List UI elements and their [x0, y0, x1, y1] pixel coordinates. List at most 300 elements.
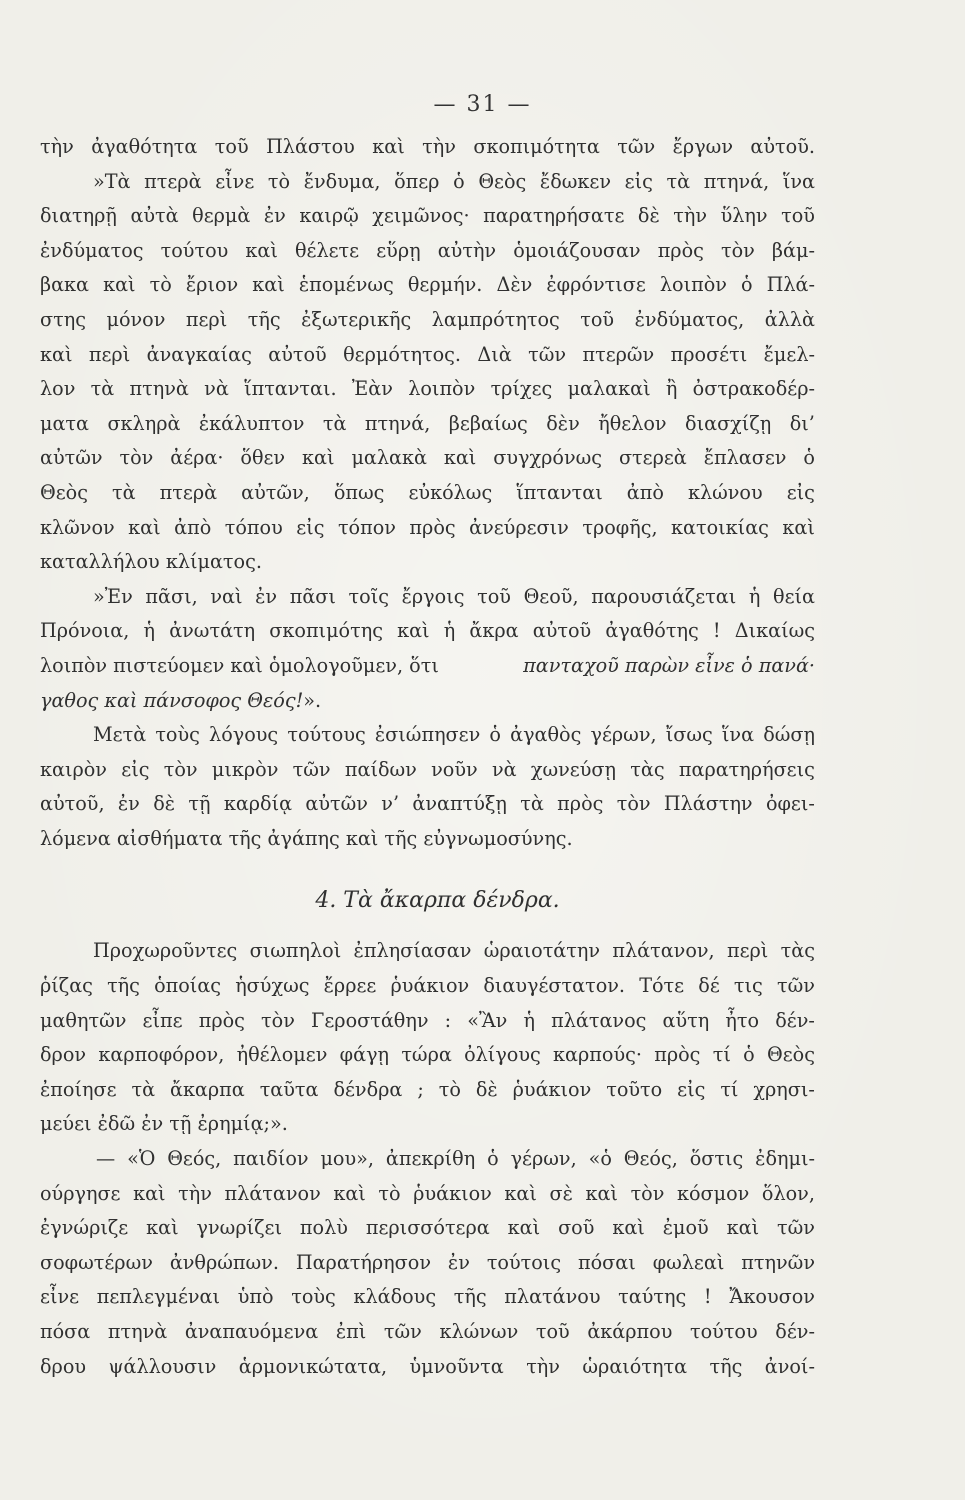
- word: πτερῶν: [582, 342, 655, 366]
- word: »Ἐν: [93, 584, 133, 608]
- word: παιδίον: [233, 1147, 309, 1171]
- word: καὶ: [585, 1181, 618, 1205]
- text-line: [40, 338, 815, 373]
- word: σοῦ: [558, 1216, 595, 1240]
- word: ἀκάρπου: [587, 1320, 673, 1343]
- word: βάμ-: [771, 238, 815, 262]
- text-line: [40, 649, 815, 684]
- word: παρατηρήσατε: [483, 204, 625, 228]
- word: εἶπε: [142, 1008, 183, 1032]
- page-body: [40, 130, 815, 1384]
- word: πρὸς: [557, 792, 604, 816]
- word: Ἄκουσον: [729, 1285, 815, 1309]
- word: ἐπλησίασαν: [353, 939, 472, 963]
- word: διασχίζῃ: [685, 411, 772, 435]
- word: ἁρμονικώτατα,: [238, 1354, 388, 1378]
- word: αὐτοῦ.: [750, 135, 815, 158]
- word: καὶ: [245, 238, 278, 262]
- text-line: [40, 372, 815, 407]
- word: θερμότητος.: [343, 342, 462, 366]
- word: ὁ: [453, 169, 465, 193]
- word: ἡ: [443, 619, 456, 643]
- word: ἀναπτύξῃ: [412, 792, 507, 816]
- text-line: [40, 268, 815, 303]
- word: θερμήν.: [407, 273, 483, 297]
- word: τῆς: [453, 1285, 487, 1309]
- word: ἐδημι-: [755, 1147, 815, 1171]
- word: δέν-: [775, 1008, 815, 1032]
- word: ὁ: [741, 273, 753, 297]
- word: αὐτῶν: [305, 792, 368, 816]
- word: στερεὰ: [618, 446, 687, 470]
- text-line: [40, 1177, 815, 1212]
- word: καιρὸν: [40, 757, 107, 781]
- word: μαθητῶν: [40, 1008, 127, 1032]
- word: κόσμον: [677, 1181, 750, 1205]
- text-line: [40, 407, 815, 442]
- text-line: [40, 580, 815, 615]
- word: σὲ: [549, 1181, 573, 1205]
- word: διατηρῇ: [40, 204, 117, 228]
- word: ἔμελ-: [763, 342, 815, 366]
- word: καὶ: [133, 1181, 166, 1205]
- word: ἐν: [117, 792, 140, 816]
- word: δὲ: [153, 792, 176, 816]
- word: ὅλον,: [761, 1181, 815, 1205]
- word: τί: [720, 1077, 739, 1101]
- word: σκοπιμότης: [269, 619, 383, 643]
- word: ἵπτανται: [516, 480, 603, 504]
- text-line: [40, 1246, 815, 1281]
- word: ὅστις: [689, 1147, 744, 1171]
- text-line: [40, 441, 815, 476]
- word: ἀγαθὸς: [510, 723, 582, 747]
- word: αὐτῶν,: [241, 480, 310, 504]
- word: τῶν: [776, 974, 815, 998]
- word: ὀστρακοδέρ-: [692, 377, 815, 401]
- word: στης: [40, 307, 86, 331]
- word: Θεοῦ,: [523, 584, 579, 608]
- word: δὲν: [546, 411, 580, 435]
- word: τοῦ: [477, 584, 511, 608]
- word: ὅπως: [333, 480, 385, 504]
- text-line: [40, 165, 815, 200]
- word: πεπλεγμέναι: [96, 1285, 221, 1309]
- word: ὀφει-: [765, 792, 815, 816]
- word: ἄκαρπα: [169, 1077, 245, 1101]
- word: τούτοις: [486, 1250, 562, 1274]
- word: Θεὸς: [40, 480, 88, 504]
- word: ἔργων: [672, 135, 733, 158]
- word: νοῦν: [431, 757, 478, 781]
- word: ἔνδυμα,: [303, 169, 381, 193]
- word: γνωρίζει: [196, 1216, 282, 1240]
- word: πρὸς: [657, 238, 704, 262]
- word: ὁ: [489, 723, 501, 747]
- word: αὐτὴν: [437, 238, 497, 262]
- word: συγχρόνως: [493, 446, 603, 470]
- word: πόσα: [40, 1320, 91, 1343]
- word: καὶ: [103, 273, 136, 297]
- word: ὡραιότητα: [582, 1354, 688, 1378]
- word: τόπου: [224, 515, 283, 539]
- word: τῶν: [292, 757, 331, 781]
- word: «ὁ: [588, 1147, 612, 1171]
- word: ὑμνοῦντα: [409, 1354, 504, 1378]
- word: χωνεύσῃ: [530, 757, 616, 781]
- word: θέλετε: [294, 238, 360, 262]
- word: τοῦ: [781, 204, 815, 228]
- word: :: [444, 1008, 452, 1032]
- page-number: — 31 —: [433, 92, 532, 117]
- word: τοῦ: [580, 307, 615, 331]
- word: —: [96, 1147, 116, 1171]
- word: «Ὁ: [127, 1147, 156, 1171]
- word: Τότε: [639, 974, 685, 998]
- word: καὶ: [333, 1181, 366, 1205]
- word: πρὸς: [198, 1008, 245, 1032]
- word: Θεός,: [623, 1147, 678, 1171]
- text-line: [40, 1211, 815, 1246]
- word: δὲ: [637, 204, 660, 228]
- word: πᾶσι: [289, 584, 336, 608]
- word: καὶ: [726, 1216, 760, 1240]
- word: τὸν: [261, 1008, 295, 1032]
- word: ἐξωτερικῆς: [301, 307, 412, 331]
- word: ἐκάλυπτον: [198, 411, 305, 435]
- word: Δικαίως: [734, 619, 815, 643]
- word: αὐτῶν: [40, 446, 103, 470]
- word: ;: [417, 1077, 424, 1101]
- word: !: [703, 1285, 712, 1309]
- word: μόνον: [106, 307, 166, 331]
- word: ν’: [381, 792, 400, 816]
- word: τοὺς: [155, 723, 200, 747]
- word: θερμὰ: [192, 204, 251, 228]
- word: αὐτοῦ,: [40, 792, 105, 816]
- word: καρπούς·: [553, 1043, 642, 1067]
- word: καὶ: [507, 1216, 541, 1240]
- word: τῶν: [528, 342, 567, 366]
- word: εἰς: [786, 480, 815, 504]
- word: πτερὰ: [144, 169, 202, 193]
- word: πτηνά,: [703, 169, 770, 193]
- word: καὶ: [40, 342, 73, 366]
- word: ἀπὸ: [626, 480, 664, 504]
- text-line: [40, 614, 815, 649]
- word: δρον: [40, 1043, 87, 1067]
- word: τῇ: [188, 792, 211, 816]
- word: αὐτοῦ: [532, 619, 592, 643]
- word: δὲ: [475, 1077, 498, 1101]
- word: καὶ: [612, 1216, 645, 1240]
- word: τῆς: [247, 307, 281, 331]
- word: δένδρα: [333, 1077, 403, 1101]
- text-line: [40, 753, 815, 788]
- word: πτερὰ: [159, 480, 218, 504]
- line-text: καταλλήλου κλίματος.: [40, 550, 262, 574]
- word: «Ἂν: [467, 1008, 508, 1032]
- word: χρησι-: [753, 1077, 815, 1101]
- word: τούτου: [689, 1320, 758, 1343]
- word: ἔριον: [185, 273, 239, 297]
- word: κλάδους: [353, 1285, 437, 1309]
- word: πλατάνου: [504, 1285, 601, 1309]
- word: ἵπτανται.: [244, 377, 337, 401]
- word: σοφωτέρων: [40, 1250, 153, 1274]
- word: καὶ: [504, 1181, 537, 1205]
- word: καὶ: [146, 1216, 179, 1240]
- word: πρὸς: [409, 515, 456, 539]
- word: τὴν: [526, 1354, 560, 1378]
- word: πτηνῶν: [741, 1250, 815, 1274]
- word: ὁ: [743, 1043, 755, 1067]
- word: τὰ: [520, 792, 544, 816]
- word: παρατηρήσεις: [678, 757, 815, 781]
- word: τὰ: [322, 411, 347, 435]
- word: καὶ: [128, 515, 161, 539]
- word: τὸ: [267, 169, 291, 193]
- word: ὀλίγους: [464, 1043, 541, 1067]
- text-line: [40, 303, 815, 338]
- word: ἐσιώπησεν: [374, 723, 481, 747]
- word: τῶν: [617, 135, 656, 158]
- word: ἴσως: [665, 723, 713, 747]
- word: ἐγνώριζε: [40, 1216, 129, 1240]
- word: μου»,: [320, 1147, 374, 1171]
- word: Πρόνοια,: [40, 619, 130, 643]
- word: νὰ: [204, 377, 229, 401]
- word: κλώνων: [439, 1320, 519, 1343]
- word: ὁ: [487, 1147, 499, 1171]
- word: τὰς: [630, 757, 665, 781]
- word: τοὺς: [291, 1285, 336, 1309]
- word: μαλακὰ: [351, 446, 427, 470]
- word: Ἐὰν: [351, 377, 393, 401]
- word: Θεός,: [167, 1147, 222, 1171]
- text-line: [40, 199, 815, 234]
- word: καὶ: [397, 619, 430, 643]
- word: ἀλλὰ: [764, 307, 815, 331]
- word: ὕλην: [720, 204, 768, 228]
- word: τὴν: [422, 135, 456, 158]
- word: ἵνα: [782, 169, 815, 193]
- word: φωλεαὶ: [652, 1250, 725, 1274]
- word: ταύτης: [618, 1285, 687, 1309]
- word: ἡ: [748, 584, 761, 608]
- word: βακα: [40, 273, 89, 297]
- word: περὶ: [88, 342, 131, 366]
- word: ἀέρα·: [170, 446, 224, 470]
- word: μαλακαὶ: [567, 377, 651, 401]
- word: τὸ: [378, 1181, 401, 1205]
- word: τώρα: [401, 1043, 452, 1067]
- word: λοιπὸν: [408, 377, 476, 401]
- word: εἰς: [296, 515, 325, 539]
- italic-phrase: γαθος καὶ πάνσοφος Θεός!: [40, 688, 304, 712]
- word: ἀπὸ: [174, 515, 212, 539]
- text-line: [40, 1142, 815, 1177]
- word: τὸν: [616, 792, 651, 816]
- word: δι’: [789, 411, 815, 435]
- word: ματα: [40, 411, 89, 435]
- word: εὐκόλως: [408, 480, 493, 504]
- text-line: [40, 1107, 815, 1142]
- word: παίδων: [344, 757, 417, 781]
- word: ἐνδύματος,: [634, 307, 745, 331]
- word: ἀνοί-: [764, 1354, 815, 1378]
- word: περὶ: [185, 307, 228, 331]
- line-text: ».: [303, 688, 322, 712]
- word: δέν-: [775, 1320, 815, 1343]
- word: καὶ: [372, 135, 405, 158]
- word: Πλάστου: [266, 135, 355, 158]
- line-text: λόμενα αἰσθήματα τῆς ἀγάπης καὶ τῆς εὐγνωμοσύνης.: [40, 826, 573, 850]
- word: προσέτι: [670, 342, 748, 366]
- text-line: [40, 234, 815, 269]
- word: πλάτανος: [551, 1008, 647, 1032]
- word: νὰ: [491, 757, 517, 781]
- word: τοῦ: [535, 1320, 570, 1343]
- text-line: [40, 1073, 815, 1108]
- word: τὸν: [630, 1181, 665, 1205]
- word: γέρων,: [590, 723, 657, 747]
- word: τοῦ: [214, 135, 249, 158]
- word: λαμπρότητος: [431, 307, 560, 331]
- word: διαυγέστατον.: [483, 974, 626, 998]
- word: λόγους: [209, 723, 279, 747]
- word: τὸ: [149, 273, 172, 297]
- word: αὐτοῦ: [268, 342, 327, 366]
- word: ψάλλουσιν: [108, 1354, 217, 1378]
- word: ἡσύχως: [235, 974, 310, 998]
- word: λοιπὸν: [659, 273, 727, 297]
- line-text: λοιπὸν πιστεύομεν καὶ ὁμολογοῦμεν, ὅτι: [40, 653, 439, 677]
- word: κλῶνον: [40, 515, 115, 539]
- text-line: [40, 1280, 815, 1315]
- word: Πλάστην: [663, 792, 753, 816]
- word: ὑπὸ: [237, 1285, 274, 1309]
- text-line: [40, 1350, 815, 1385]
- word: πᾶσι,: [145, 584, 198, 608]
- word: Διὰ: [477, 342, 512, 366]
- word: ὡραιοτάτην: [483, 939, 601, 963]
- word: ἑπομένως: [298, 273, 394, 297]
- word: ὅθεν: [240, 446, 286, 470]
- text-line: [40, 822, 815, 857]
- word: ἡ: [523, 1008, 535, 1032]
- word: ἔπλασεν: [703, 446, 787, 470]
- word: τῶν: [383, 1320, 422, 1343]
- text-line: [40, 934, 815, 969]
- word: καὶ: [782, 515, 815, 539]
- word: χειμῶνος·: [372, 204, 470, 228]
- text-line: [40, 545, 815, 580]
- word: τὰ: [131, 1077, 156, 1101]
- word: ῥυάκιον: [413, 1181, 492, 1205]
- line-text: μεύει ἐδῶ ἐν τῇ ἐρημίᾳ;».: [40, 1112, 288, 1136]
- word: ἡ: [143, 619, 156, 643]
- word: Γεροστάθην: [311, 1008, 429, 1032]
- word: πτηνὰ: [107, 1320, 168, 1343]
- word: ἐπὶ: [335, 1320, 367, 1343]
- word: παρουσιάζεται: [591, 584, 737, 608]
- word: λον: [40, 377, 76, 401]
- word: σκληρὰ: [107, 411, 181, 435]
- text-line: [40, 1315, 815, 1350]
- word: τοῦτο: [606, 1077, 663, 1101]
- word: τῶν: [777, 1216, 815, 1240]
- word: ἀνωτάτη: [169, 619, 256, 643]
- word: σιωπηλοὶ: [249, 939, 342, 963]
- word: πολὺ: [299, 1216, 348, 1240]
- word: ὁ: [803, 446, 815, 470]
- word: ἀναγκαίας: [146, 342, 252, 366]
- word: βεβαίως: [448, 411, 528, 435]
- word: τὰ: [666, 169, 691, 193]
- word: πρὸς: [654, 1043, 701, 1067]
- word: μικρὸν: [211, 757, 279, 781]
- word: τί: [712, 1043, 731, 1067]
- word: καρδίᾳ: [223, 792, 293, 816]
- word: τοῖς: [348, 584, 389, 608]
- word: ἦτο: [725, 1008, 760, 1032]
- word: περισσότερα: [365, 1216, 490, 1240]
- word: καὶ: [443, 446, 477, 470]
- word: Παρατήρησον: [295, 1250, 431, 1274]
- word: ἐν: [255, 584, 278, 608]
- word: περὶ: [726, 939, 769, 963]
- word: τὸ: [438, 1077, 461, 1101]
- word: ῥίζας: [40, 974, 93, 998]
- word: γέρων,: [510, 1147, 577, 1171]
- word: Θεὸς: [766, 1043, 815, 1067]
- word: τρίχες: [490, 377, 553, 401]
- word: τροφῆς,: [582, 515, 658, 539]
- word: ἤθελον: [598, 411, 667, 435]
- word: ἀνεύρεσιν: [469, 515, 569, 539]
- word: ἵνα: [721, 723, 755, 747]
- word: ὅπερ: [394, 169, 440, 193]
- word: τὴν: [40, 135, 74, 158]
- word: Θεὸς: [478, 169, 527, 193]
- word: τόπον: [337, 515, 396, 539]
- word: τὰ: [112, 480, 136, 504]
- word: τὸν: [720, 238, 755, 262]
- word: ἀνθρώπων.: [169, 1250, 279, 1274]
- word: πλάτανον: [224, 1181, 321, 1205]
- word: ἐνδύματος: [40, 238, 144, 262]
- word: κλώνου: [687, 480, 763, 504]
- word: ἀπεκρίθη: [385, 1147, 476, 1171]
- word: Πλά-: [766, 273, 815, 297]
- word: ἔργοις: [401, 584, 465, 608]
- text-line: [40, 476, 815, 511]
- word: εἰς: [677, 1077, 706, 1101]
- word: ὁμοιάζουσαν: [513, 238, 641, 262]
- word: δέ: [698, 974, 720, 998]
- word: φάγῃ: [339, 1043, 390, 1067]
- word: τὸν: [163, 757, 198, 781]
- text-line: [40, 1038, 815, 1073]
- word: ῥυάκιον: [390, 974, 470, 998]
- word: τὴν: [178, 1181, 212, 1205]
- word: Προχωροῦντες: [93, 939, 238, 963]
- word: ἀναπαυόμενα: [184, 1320, 319, 1343]
- word: δώσῃ: [763, 723, 815, 747]
- word: Μετὰ: [93, 723, 147, 747]
- word: δρου: [40, 1354, 87, 1378]
